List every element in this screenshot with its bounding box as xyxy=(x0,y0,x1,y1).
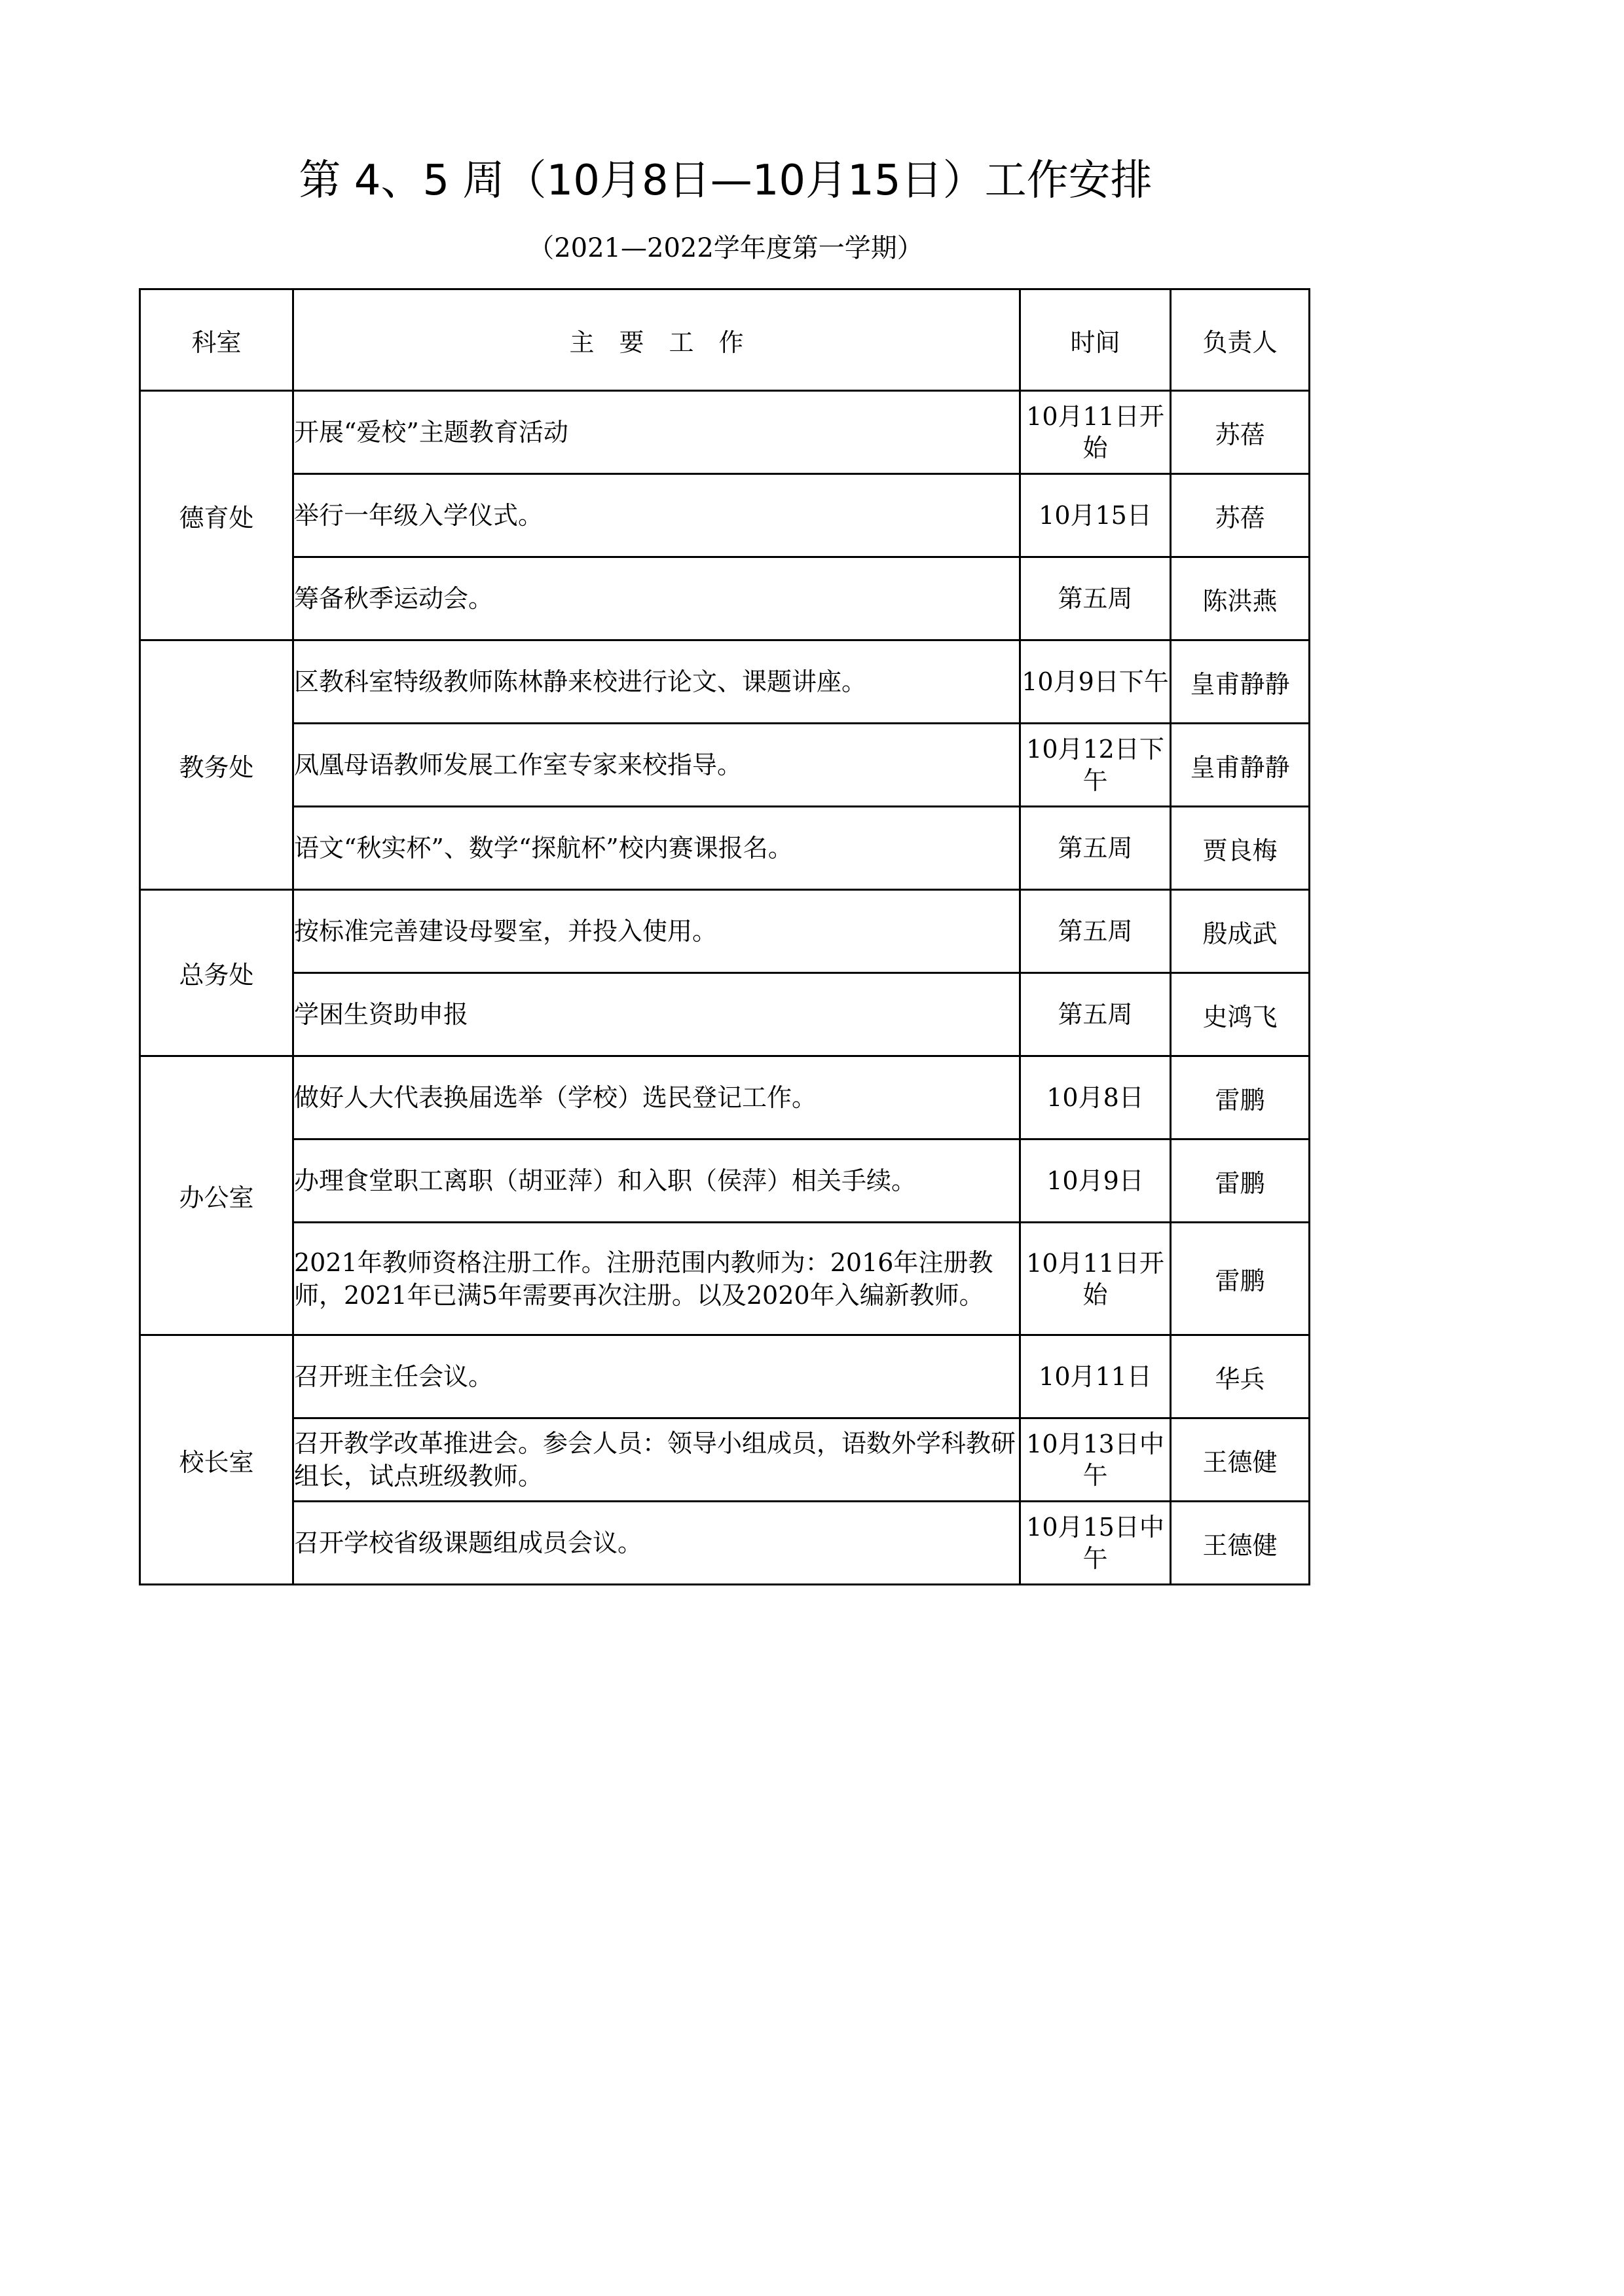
task-cell: 区教科室特级教师陈林静来校进行论文、课题讲座。 xyxy=(293,640,1020,724)
time-cell: 第五周 xyxy=(1020,890,1171,973)
task-cell: 2021年教师资格注册工作。注册范围内教师为：2016年注册教师，2021年已满5年需要再次注册。以及2020年入编新教师。 xyxy=(293,1223,1020,1335)
task-cell: 学困生资助申报 xyxy=(293,973,1020,1056)
schedule-table xyxy=(139,288,1310,1585)
table-row xyxy=(140,1502,1310,1585)
task-cell: 语文“秋实杯”、数学“探航杯”校内赛课报名。 xyxy=(293,807,1020,890)
owner-cell: 王德健 xyxy=(1171,1418,1310,1502)
time-cell: 10月8日 xyxy=(1020,1056,1171,1139)
header-owner: 负责人 xyxy=(1171,289,1310,391)
owner-cell: 王德健 xyxy=(1171,1502,1310,1585)
task-cell: 召开教学改革推进会。参会人员：领导小组成员，语数外学科教研组长，试点班级教师。 xyxy=(293,1418,1020,1502)
page-subtitle: （2021—2022学年度第一学期） xyxy=(528,233,923,263)
owner-cell: 殷成武 xyxy=(1171,890,1310,973)
table-row xyxy=(140,1335,1310,1418)
header-row xyxy=(140,289,1310,391)
header-time: 时间 xyxy=(1020,289,1171,391)
table-row xyxy=(140,973,1310,1056)
time-cell: 10月15日 xyxy=(1020,474,1171,557)
table-row xyxy=(140,807,1310,890)
dept-cell: 教务处 xyxy=(140,640,293,890)
task-cell: 筹备秋季运动会。 xyxy=(293,557,1020,640)
owner-cell: 史鸿飞 xyxy=(1171,973,1310,1056)
owner-cell: 华兵 xyxy=(1171,1335,1310,1418)
time-cell: 10月11日 xyxy=(1020,1335,1171,1418)
time-cell: 第五周 xyxy=(1020,557,1171,640)
owner-cell: 陈洪燕 xyxy=(1171,557,1310,640)
task-cell: 开展“爱校”主题教育活动 xyxy=(293,391,1020,474)
time-cell: 10月15日中午 xyxy=(1020,1502,1171,1585)
table-row xyxy=(140,1418,1310,1502)
task-cell: 按标准完善建设母婴室，并投入使用。 xyxy=(293,890,1020,973)
task-cell: 召开班主任会议。 xyxy=(293,1335,1020,1418)
page-title: 第 4、5 周（10月8日—10月15日）工作安排 xyxy=(299,157,1153,205)
header-task: 主 要 工 作 xyxy=(293,289,1020,391)
table-row xyxy=(140,557,1310,640)
time-cell: 10月9日 xyxy=(1020,1139,1171,1223)
owner-cell: 皇甫静静 xyxy=(1171,724,1310,807)
time-cell: 10月11日开始 xyxy=(1020,1223,1171,1335)
time-cell: 10月11日开始 xyxy=(1020,391,1171,474)
owner-cell: 皇甫静静 xyxy=(1171,640,1310,724)
task-cell: 召开学校省级课题组成员会议。 xyxy=(293,1502,1020,1585)
task-cell: 凤凰母语教师发展工作室专家来校指导。 xyxy=(293,724,1020,807)
owner-cell: 雷鹏 xyxy=(1171,1139,1310,1223)
dept-cell: 办公室 xyxy=(140,1056,293,1335)
task-cell: 办理食堂职工离职（胡亚萍）和入职（侯萍）相关手续。 xyxy=(293,1139,1020,1223)
owner-cell: 苏蓓 xyxy=(1171,391,1310,474)
time-cell: 第五周 xyxy=(1020,807,1171,890)
table-row xyxy=(140,640,1310,724)
dept-cell: 校长室 xyxy=(140,1335,293,1585)
table-row xyxy=(140,391,1310,474)
dept-cell: 总务处 xyxy=(140,890,293,1056)
owner-cell: 雷鹏 xyxy=(1171,1056,1310,1139)
owner-cell: 雷鹏 xyxy=(1171,1223,1310,1335)
table-row xyxy=(140,1139,1310,1223)
table-row xyxy=(140,1056,1310,1139)
header-dept: 科室 xyxy=(140,289,293,391)
owner-cell: 贾良梅 xyxy=(1171,807,1310,890)
time-cell: 10月12日下午 xyxy=(1020,724,1171,807)
table-row xyxy=(140,474,1310,557)
table-row xyxy=(140,890,1310,973)
task-cell: 做好人大代表换届选举（学校）选民登记工作。 xyxy=(293,1056,1020,1139)
table-row xyxy=(140,724,1310,807)
owner-cell: 苏蓓 xyxy=(1171,474,1310,557)
time-cell: 第五周 xyxy=(1020,973,1171,1056)
time-cell: 10月9日下午 xyxy=(1020,640,1171,724)
time-cell: 10月13日中午 xyxy=(1020,1418,1171,1502)
table-row xyxy=(140,1223,1310,1335)
task-cell: 举行一年级入学仪式。 xyxy=(293,474,1020,557)
dept-cell: 德育处 xyxy=(140,391,293,640)
